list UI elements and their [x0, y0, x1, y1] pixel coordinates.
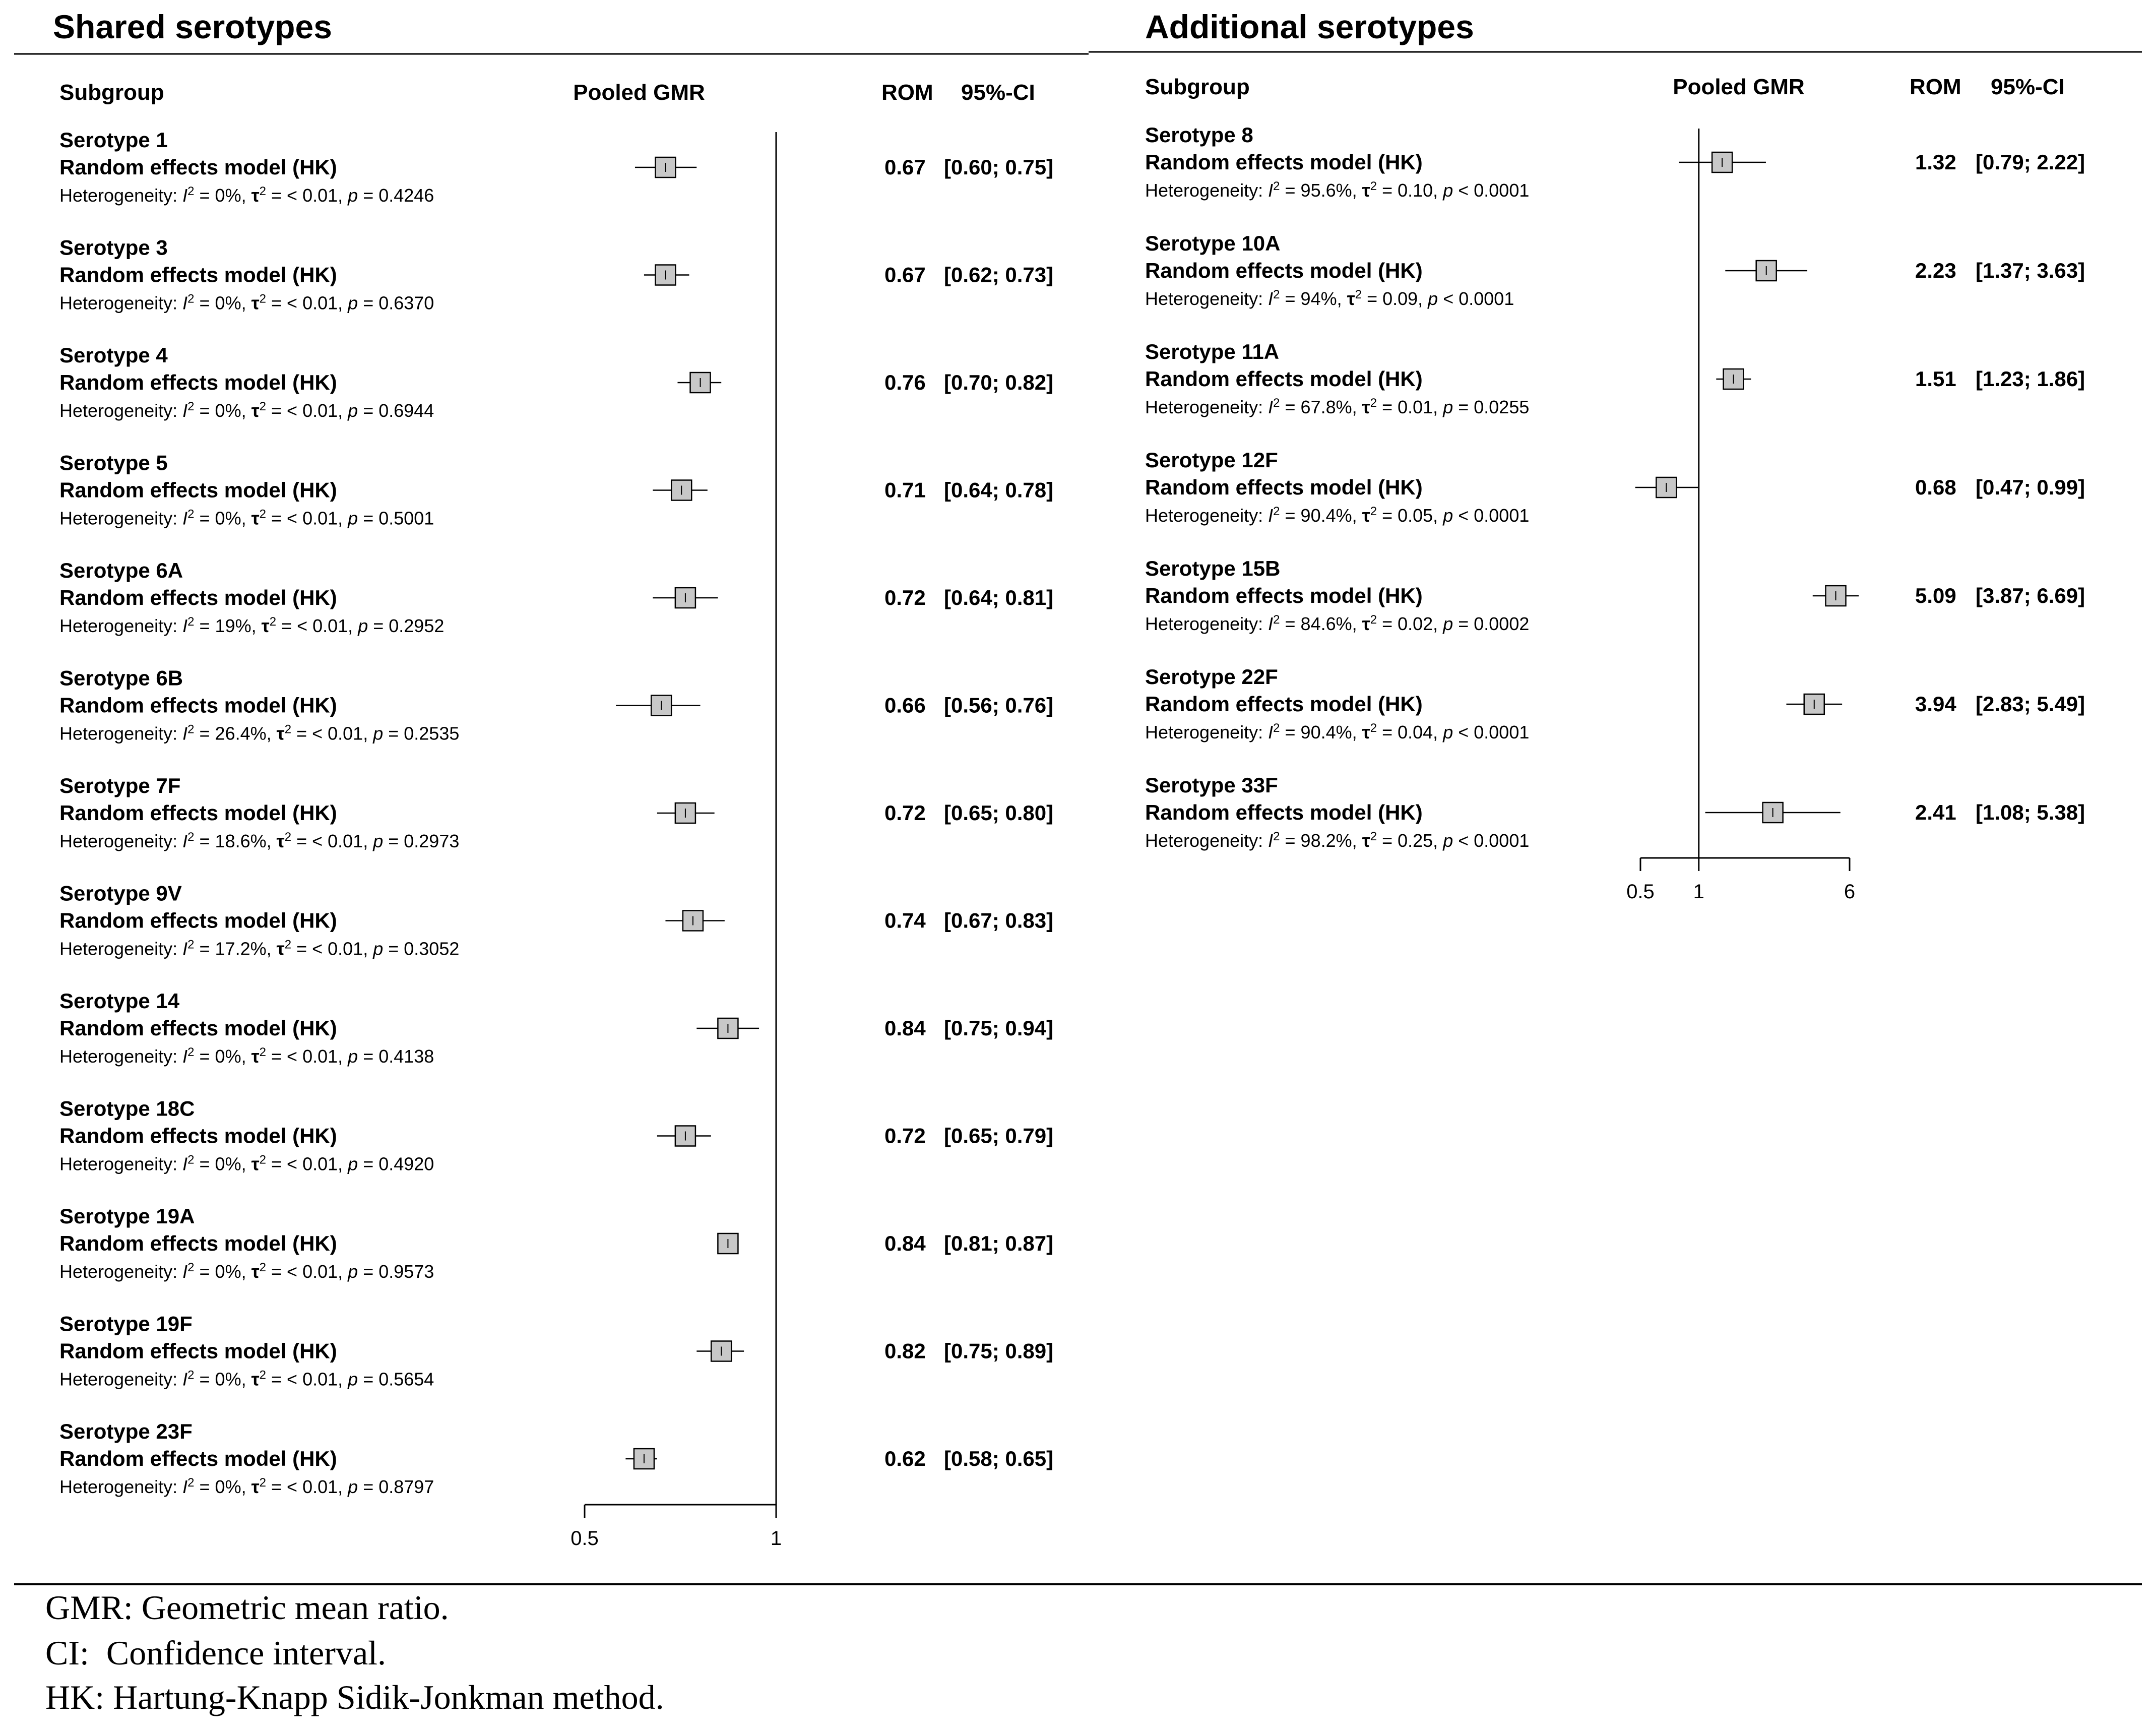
shared-serotype-5-heterogeneity: Heterogeneity: $I^2 = 0\%$, $\tau^2$ = < 0.01, p = 0.5001 [59, 507, 434, 529]
shared-serotype-3-ci-value: [0.62; 0.73] [944, 263, 1054, 287]
shared-serotype-19f-ci-value: [0.75; 0.89] [944, 1339, 1054, 1363]
shared-x-tick-label: 1 [770, 1527, 782, 1550]
additional-serotype-33f-label: Serotype 33F [1145, 773, 1278, 797]
additional-serotype-15b-rom-value: 5.09 [1915, 584, 1956, 607]
additional-serotype-15b-heterogeneity: Heterogeneity: $I^2 = 84.6\%$, $\tau^2 = 0.02$, p = 0.0002 [1145, 612, 1530, 634]
additional-header-pooled-gmr: Pooled GMR [1673, 75, 1805, 99]
shared-serotype-1-ci-value: [0.60; 0.75] [944, 155, 1054, 179]
shared-serotype-19a-model-label: Random effects model (HK) [59, 1231, 337, 1255]
shared-serotype-6a-label: Serotype 6A [59, 559, 183, 582]
shared-serotype-7f-model-label: Random effects model (HK) [59, 801, 337, 825]
additional-serotype-11a-ci-value: [1.23; 1.86] [1976, 367, 2085, 391]
shared-serotype-19f-rom-value: 0.82 [884, 1339, 926, 1363]
shared-serotype-6b-rom-value: 0.66 [884, 693, 926, 717]
footnote-ci: CI: Confidence interval. [45, 1634, 387, 1672]
shared-serotype-4-label: Serotype 4 [59, 343, 168, 367]
shared-serotype-7f-rom-value: 0.72 [884, 801, 926, 825]
shared-serotype-1-heterogeneity: Heterogeneity: $I^2 = 0\%$, $\tau^2$ = < 0.01, p = 0.4246 [59, 184, 434, 206]
shared-serotype-18c-label: Serotype 18C [59, 1096, 195, 1121]
shared-serotype-14-ci-value: [0.75; 0.94] [944, 1016, 1054, 1040]
footnote-gmr: GMR: Geometric mean ratio. [45, 1588, 449, 1627]
additional-x-tick-label: 6 [1844, 881, 1856, 903]
shared-serotype-18c-heterogeneity: Heterogeneity: $I^2 = 0\%$, $\tau^2$ = < 0.01, p = 0.4920 [59, 1153, 434, 1174]
shared-header-pooled-gmr: Pooled GMR [573, 80, 705, 105]
additional-serotype-8-ci-value: [0.79; 2.22] [1976, 150, 2085, 174]
shared-serotype-5-model-label: Random effects model (HK) [59, 478, 337, 502]
shared-serotype-18c-ci-value: [0.65; 0.79] [944, 1124, 1054, 1148]
shared-serotype-6b-ci-value: [0.56; 0.76] [944, 693, 1054, 717]
additional-serotype-33f-rom-value: 2.41 [1915, 800, 1956, 824]
shared-serotype-7f-label: Serotype 7F [59, 774, 181, 797]
additional-serotype-22f-heterogeneity: Heterogeneity: $I^2 = 90.4\%$, $\tau^2 = 0.04$, p < 0.0001 [1145, 721, 1530, 742]
additional-header-subgroup: Subgroup [1145, 75, 1250, 99]
additional-serotype-12f-rom-value: 0.68 [1915, 475, 1956, 499]
shared-serotype-3-label: Serotype 3 [59, 235, 168, 260]
additional-serotype-22f-label: Serotype 22F [1145, 665, 1278, 689]
shared-header-subgroup: Subgroup [59, 80, 164, 105]
shared-serotype-1-label: Serotype 1 [59, 128, 168, 152]
additional-serotype-11a-rom-value: 1.51 [1915, 367, 1956, 391]
additional-serotype-33f-ci-value: [1.08; 5.38] [1976, 800, 2085, 824]
shared-serotype-19f-model-label: Random effects model (HK) [59, 1339, 337, 1363]
additional-serotype-15b-label: Serotype 15B [1145, 556, 1281, 580]
shared-serotype-23f-rom-value: 0.62 [884, 1447, 926, 1470]
additional-serotype-10a-model-label: Random effects model (HK) [1145, 259, 1423, 282]
additional-serotypes-forest [1145, 123, 2085, 903]
shared-serotype-6b-model-label: Random effects model (HK) [59, 693, 337, 717]
shared-serotype-19a-ci-value: [0.81; 0.87] [944, 1231, 1054, 1255]
shared-serotype-5-rom-value: 0.71 [884, 478, 926, 502]
shared-serotype-6b-label: Serotype 6B [59, 666, 183, 690]
shared-header-rom: ROM [881, 80, 933, 105]
shared-serotype-6a-heterogeneity: Heterogeneity: $I^2 = 19\%$, $\tau^2$ = < 0.01, p = 0.2952 [59, 614, 445, 636]
additional-serotype-12f-ci-value: [0.47; 0.99] [1976, 475, 2085, 499]
shared-serotype-19a-rom-value: 0.84 [884, 1231, 926, 1255]
shared-serotype-4-heterogeneity: Heterogeneity: $I^2 = 0\%$, $\tau^2$ = < 0.01, p = 0.6944 [59, 399, 434, 421]
additional-x-tick-label: 0.5 [1626, 881, 1655, 903]
shared-serotype-4-ci-value: [0.70; 0.82] [944, 370, 1054, 394]
shared-serotype-3-heterogeneity: Heterogeneity: $I^2 = 0\%$, $\tau^2$ = < 0.01, p = 0.6370 [59, 292, 434, 314]
shared-serotype-14-model-label: Random effects model (HK) [59, 1016, 337, 1040]
additional-serotype-8-label: Serotype 8 [1145, 123, 1253, 147]
additional-serotype-11a-heterogeneity: Heterogeneity: $I^2 = 67.8\%$, $\tau^2 = 0.01$, p = 0.0255 [1145, 396, 1530, 417]
shared-serotype-9v-model-label: Random effects model (HK) [59, 908, 337, 933]
shared-serotype-6a-rom-value: 0.72 [884, 586, 926, 609]
additional-serotype-11a-model-label: Random effects model (HK) [1145, 367, 1423, 391]
additional-serotype-12f-label: Serotype 12F [1145, 448, 1278, 472]
additional-serotype-33f-model-label: Random effects model (HK) [1145, 800, 1423, 824]
shared-serotype-7f-ci-value: [0.65; 0.80] [944, 801, 1054, 825]
shared-serotype-19a-label: Serotype 19A [59, 1204, 195, 1228]
additional-serotype-8-model-label: Random effects model (HK) [1145, 150, 1423, 174]
shared-panel-title: Shared serotypes [53, 8, 332, 45]
additional-serotype-33f-heterogeneity: Heterogeneity: $I^2 = 98.2\%$, $\tau^2 = 0.25$, p < 0.0001 [1145, 829, 1530, 851]
shared-serotype-18c-model-label: Random effects model (HK) [59, 1124, 337, 1148]
shared-serotype-18c-rom-value: 0.72 [884, 1124, 926, 1148]
additional-header-rom: ROM [1910, 75, 1961, 99]
shared-serotypes-forest [59, 128, 1053, 1550]
shared-serotype-23f-model-label: Random effects model (HK) [59, 1447, 337, 1470]
additional-serotype-15b-ci-value: [3.87; 6.69] [1976, 584, 2085, 607]
shared-serotype-14-label: Serotype 14 [59, 989, 180, 1013]
additional-serotype-12f-model-label: Random effects model (HK) [1145, 475, 1423, 499]
shared-serotype-7f-heterogeneity: Heterogeneity: $I^2 = 18.6\%$, $\tau^2$ = < 0.01, p = 0.2973 [59, 830, 460, 851]
shared-serotype-3-rom-value: 0.67 [884, 263, 926, 287]
footnote-hk: HK: Hartung-Knapp Sidik-Jonkman method. [45, 1678, 664, 1716]
additional-serotype-15b-model-label: Random effects model (HK) [1145, 584, 1423, 607]
shared-serotype-23f-ci-value: [0.58; 0.65] [944, 1447, 1054, 1470]
additional-serotype-22f-ci-value: [2.83; 5.49] [1976, 692, 2085, 716]
shared-serotype-6b-heterogeneity: Heterogeneity: $I^2 = 26.4\%$, $\tau^2$ = < 0.01, p = 0.2535 [59, 722, 460, 744]
additional-serotype-8-rom-value: 1.32 [1915, 150, 1956, 174]
shared-serotype-23f-label: Serotype 23F [59, 1419, 193, 1443]
shared-serotype-19f-label: Serotype 19F [59, 1312, 193, 1336]
shared-serotype-1-rom-value: 0.67 [884, 155, 926, 179]
shared-serotype-9v-ci-value: [0.67; 0.83] [944, 908, 1054, 933]
additional-serotype-10a-ci-value: [1.37; 3.63] [1976, 259, 2085, 282]
additional-serotype-10a-label: Serotype 10A [1145, 231, 1281, 255]
additional-serotype-22f-model-label: Random effects model (HK) [1145, 692, 1423, 716]
shared-serotype-6a-ci-value: [0.64; 0.81] [944, 586, 1054, 609]
shared-header-ci: 95%-CI [961, 80, 1035, 105]
additional-x-tick-label: 1 [1693, 881, 1704, 903]
shared-serotype-5-label: Serotype 5 [59, 451, 168, 475]
shared-serotype-9v-heterogeneity: Heterogeneity: $I^2 = 17.2\%$, $\tau^2$ = < 0.01, p = 0.3052 [59, 938, 460, 959]
shared-serotype-19a-heterogeneity: Heterogeneity: $I^2 = 0\%$, $\tau^2$ = < 0.01, p = 0.9573 [59, 1260, 434, 1282]
shared-serotype-19f-heterogeneity: Heterogeneity: $I^2 = 0\%$, $\tau^2$ = < 0.01, p = 0.5654 [59, 1368, 434, 1390]
shared-serotype-9v-rom-value: 0.74 [884, 908, 926, 933]
shared-serotype-14-rom-value: 0.84 [884, 1016, 926, 1040]
shared-serotype-9v-label: Serotype 9V [59, 881, 182, 905]
additional-serotype-10a-heterogeneity: Heterogeneity: $I^2 = 94\%$, $\tau^2 = 0.09$, p < 0.0001 [1145, 287, 1514, 309]
additional-serotype-22f-rom-value: 3.94 [1915, 692, 1956, 716]
shared-serotype-6a-model-label: Random effects model (HK) [59, 586, 337, 609]
additional-serotype-11a-label: Serotype 11A [1145, 340, 1280, 363]
additional-serotype-8-heterogeneity: Heterogeneity: $I^2 = 95.6\%$, $\tau^2 = 0.10$, p < 0.0001 [1145, 179, 1530, 201]
shared-serotype-1-model-label: Random effects model (HK) [59, 155, 337, 179]
additional-header-ci: 95%-CI [1991, 75, 2065, 99]
additional-panel-title: Additional serotypes [1145, 8, 1474, 45]
shared-serotype-4-rom-value: 0.76 [884, 370, 926, 394]
shared-serotype-14-heterogeneity: Heterogeneity: $I^2 = 0\%$, $\tau^2$ = < 0.01, p = 0.4138 [59, 1045, 434, 1067]
additional-serotype-10a-rom-value: 2.23 [1915, 259, 1956, 282]
shared-serotype-3-model-label: Random effects model (HK) [59, 263, 337, 287]
shared-serotype-5-ci-value: [0.64; 0.78] [944, 478, 1054, 502]
shared-x-tick-label: 0.5 [570, 1527, 599, 1550]
shared-serotype-23f-heterogeneity: Heterogeneity: $I^2 = 0\%$, $\tau^2$ = < 0.01, p = 0.8797 [59, 1475, 434, 1497]
additional-serotype-12f-heterogeneity: Heterogeneity: $I^2 = 90.4\%$, $\tau^2 = 0.05$, p < 0.0001 [1145, 504, 1530, 526]
shared-serotype-4-model-label: Random effects model (HK) [59, 370, 337, 394]
